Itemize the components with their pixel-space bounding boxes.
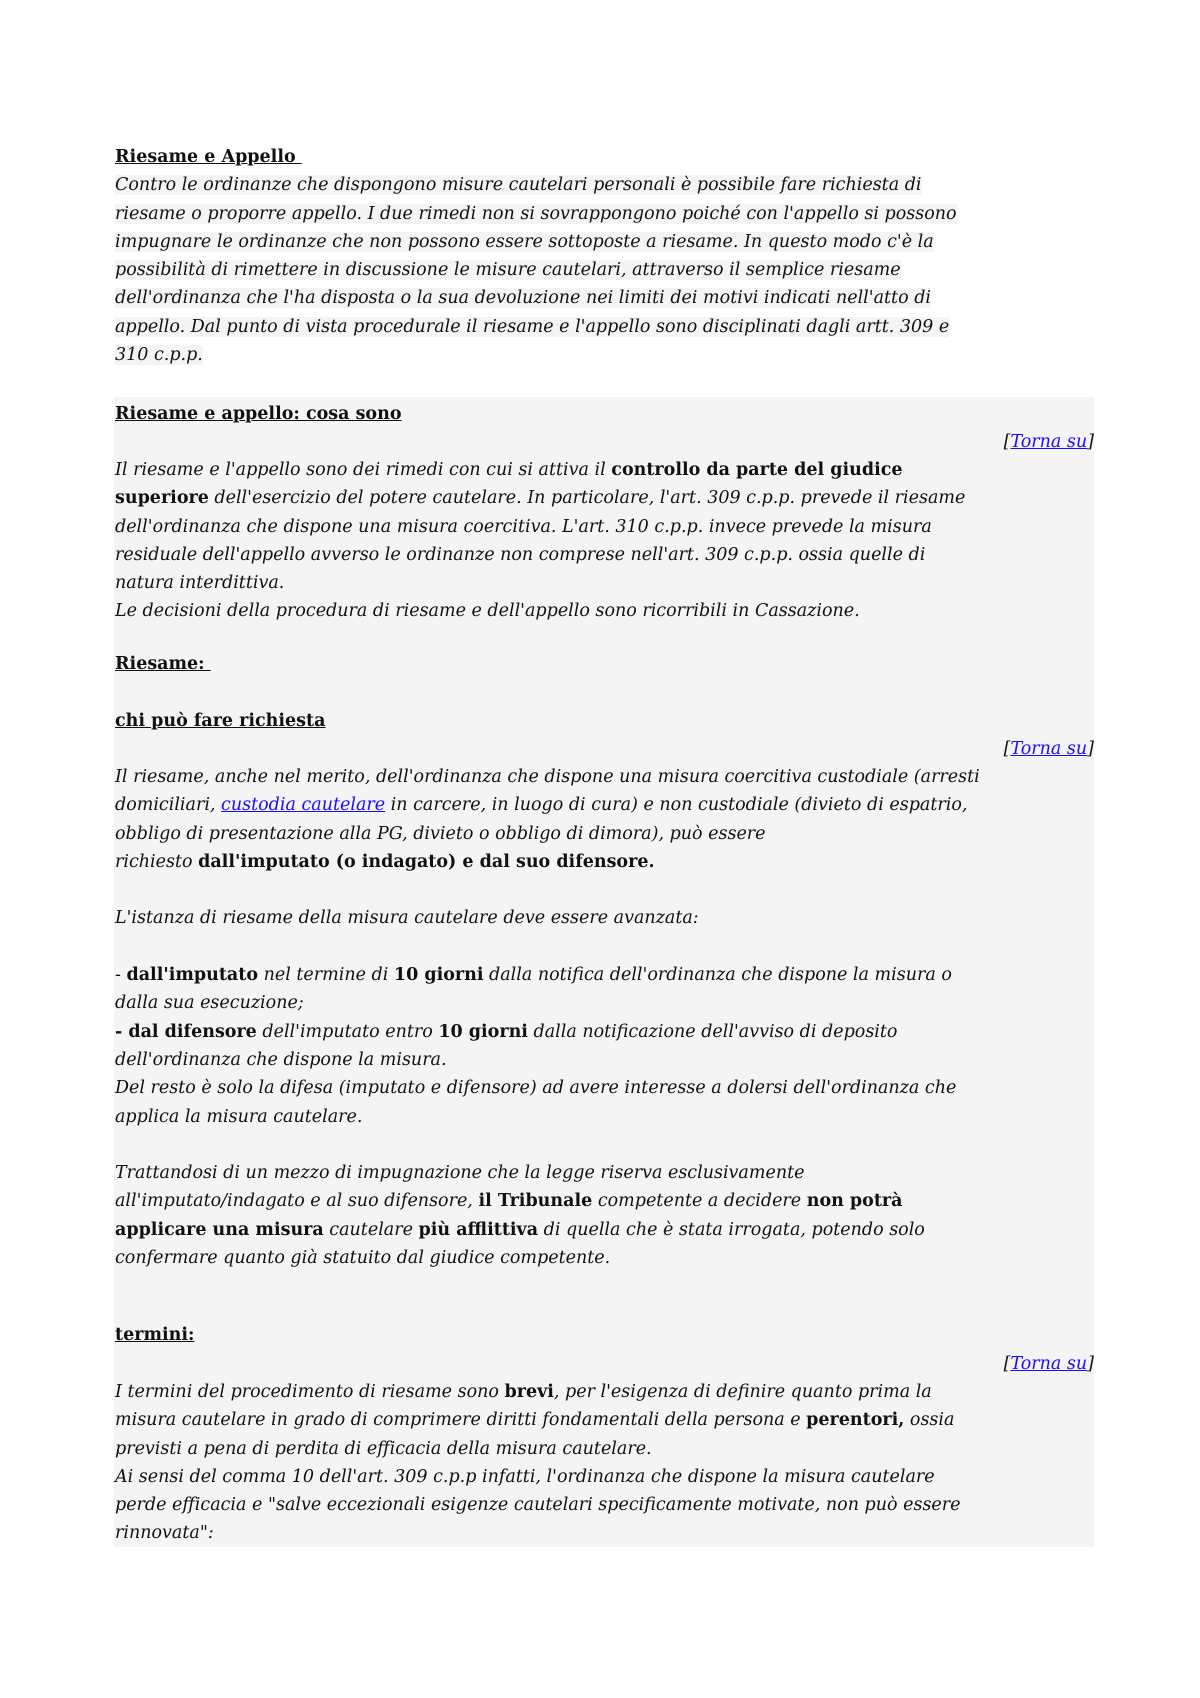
text-run: dell'ordinanza che l'ha disposta o la sua devoluzione nei limiti dei motivi indicati nell'atto di <box>115 288 931 309</box>
text-line <box>115 484 1095 512</box>
section-chi-puo <box>115 707 1095 735</box>
text-line <box>115 1378 1095 1406</box>
back-to-top-link[interactable]: [Torna su] <box>1003 1354 1094 1374</box>
torna-su-link[interactable]: Torna su <box>1010 1354 1088 1374</box>
text-line <box>115 1519 1095 1547</box>
text-line <box>115 848 1095 876</box>
text-line <box>115 989 1095 1017</box>
text-run: impugnare le ordinanze che non possono essere sottoposte a riesame. In questo modo c'è la <box>115 231 934 252</box>
text-run: dalla notifica dell'ordinanza che dispone la misura o <box>483 965 952 986</box>
text-line <box>115 569 1095 597</box>
text-run: Le decisioni della procedura di riesame e dell'appello sono ricorribili in Cassazione. <box>115 601 860 622</box>
text-run: applica la misura cautelare. <box>115 1106 363 1127</box>
text-line <box>115 876 1095 904</box>
text-run: riesame o proporre appello. I due rimedi non si sovrappongono poiché con l'appello si possono <box>115 203 957 224</box>
text-run: I termini del procedimento di riesame sono <box>115 1382 505 1402</box>
text-run: Trattandosi di un mezzo di impugnazione che la legge riserva esclusivamente <box>115 1163 805 1184</box>
section-heading: termini: <box>115 1325 195 1345</box>
torna-su-link[interactable]: Torna su <box>1010 432 1088 452</box>
text-run: domiciliari, <box>115 795 222 816</box>
text-line <box>115 904 1095 932</box>
text-run: Il riesame e l'appello sono dei rimedi con cui si attiva il <box>115 460 612 480</box>
text-run: Del resto è solo la difesa (imputato e difensore) ad avere interesse a dolersi dell'ordinanza che <box>115 1078 957 1099</box>
back-to-top-link[interactable]: [Torna su] <box>1003 432 1094 452</box>
text-line <box>115 1103 1095 1131</box>
text-run: dell'esercizio del potere cautelare. In particolare, l'art. 309 c.p.p. prevede il riesame <box>208 488 966 509</box>
bold-text: - dal difensore <box>115 1021 257 1042</box>
text-run: obbligo di presentazione alla PG, divieto o obbligo di dimora), può essere <box>115 823 766 844</box>
text-run: richiesto <box>115 851 199 872</box>
text-run: dell'ordinanza che dispone la misura. <box>115 1049 447 1070</box>
text-run: all'imputato/indagato e al suo difensore, <box>115 1191 479 1212</box>
bold-text: 10 giorni <box>438 1021 528 1042</box>
text-run: Ai sensi del comma 10 dell'art. 309 c.p.p infatti, l'ordinanza che dispone la misura cautelare <box>115 1466 935 1487</box>
text-run: dalla notificazione dell'avviso di deposito <box>527 1021 898 1042</box>
bold-text: brevi <box>504 1382 554 1402</box>
text-line <box>115 313 1095 341</box>
section-body <box>115 456 1095 626</box>
text-run: ossia <box>904 1410 955 1431</box>
text-line <box>115 1406 1095 1434</box>
text-line <box>115 1187 1095 1215</box>
inline-link[interactable]: custodia cautelare <box>221 795 386 816</box>
text-line <box>115 791 1095 819</box>
text-run: residuale dell'appello avverso le ordinanze non comprese nell'art. 309 c.p.p. ossia quelle di <box>115 544 926 565</box>
text-run: Contro le ordinanze che dispongono misure cautelari personali è possibile fare richiesta di <box>115 175 922 196</box>
bold-text: dall'imputato <box>126 965 259 986</box>
text-line <box>115 1018 1095 1046</box>
text-line <box>115 961 1095 989</box>
text-line <box>115 1463 1095 1491</box>
section-heading: Riesame e appello: cosa sono <box>115 404 402 424</box>
text-line <box>115 341 1095 369</box>
bold-text: più afflittiva <box>418 1219 539 1240</box>
text-run: di quella che è stata irrogata, potendo solo <box>538 1219 925 1240</box>
text-run: competente a decidere <box>592 1191 807 1212</box>
text-run: misura cautelare in grado di comprimere diritti fondamentali della persona e <box>115 1410 807 1431</box>
section-cosa-sono <box>115 400 1095 428</box>
bold-text: perentori, <box>806 1410 905 1431</box>
bold-text: applicare una misura <box>115 1219 324 1240</box>
text-line <box>115 228 1095 256</box>
text-line <box>115 200 1095 228</box>
text-line <box>115 763 1095 791</box>
text-line <box>115 1435 1095 1463</box>
text-run: , per l'esigenza di definire quanto prima la <box>553 1382 932 1402</box>
text-line <box>115 1244 1095 1272</box>
bold-text: il Tribunale <box>478 1191 593 1212</box>
bold-text: controllo da parte del giudice <box>611 460 903 480</box>
bold-text: dall'imputato (o indagato) e dal suo difensore. <box>198 851 655 872</box>
section-riesame-e-appello <box>115 143 1095 369</box>
section-body <box>115 763 1095 1272</box>
text-run: previsti a pena di perdita di efficacia della misura cautelare. <box>115 1438 652 1459</box>
text-run: natura interdittiva. <box>115 573 285 594</box>
section-body <box>115 1378 1095 1548</box>
section-termini <box>115 1321 1095 1349</box>
text-run: in carcere, in luogo di cura) e non custodiale (divieto di espatrio, <box>385 795 968 816</box>
text-run: dell'imputato entro <box>256 1021 439 1042</box>
text-run: dell'ordinanza che dispone una misura coercitiva. L'art. 310 c.p.p. invece prevede la misura <box>115 516 932 537</box>
section-heading: Riesame: <box>115 654 211 674</box>
text-run: cautelare <box>323 1219 419 1240</box>
text-run: confermare quanto già statuito dal giudice competente. <box>115 1248 611 1269</box>
text-run: 310 c.p.p. <box>115 345 203 366</box>
text-line <box>115 1046 1095 1074</box>
text-line <box>115 1131 1095 1159</box>
text-line <box>115 1216 1095 1244</box>
text-line <box>115 541 1095 569</box>
text-run: rinnovata": <box>115 1523 214 1544</box>
text-line <box>115 171 1095 199</box>
text-run: Il riesame, anche nel merito, dell'ordinanza che dispone una misura coercitiva custodiale (arresti <box>115 767 980 787</box>
section-riesame <box>115 650 1095 678</box>
bold-text: 10 giorni <box>393 965 484 986</box>
text-line <box>115 1491 1095 1519</box>
text-line <box>115 513 1095 541</box>
torna-su-link[interactable]: Torna su <box>1010 739 1088 759</box>
text-line <box>115 284 1095 312</box>
back-to-top-link[interactable]: [Torna su] <box>1003 739 1094 759</box>
text-run: dalla sua esecuzione; <box>115 993 304 1014</box>
text-run: nel termine di <box>258 965 394 986</box>
text-run: - <box>115 965 127 986</box>
section-body <box>115 171 1095 369</box>
text-line <box>115 256 1095 284</box>
text-run: possibilità di rimettere in discussione le misure cautelari, attraverso il semplice riesame <box>115 260 901 281</box>
text-line <box>115 933 1095 961</box>
text-run: perde efficacia e "salve eccezionali esigenze cautelari specificamente motivate, non può essere <box>115 1495 961 1516</box>
text-line <box>115 820 1095 848</box>
text-run: L'istanza di riesame della misura cautelare deve essere avanzata: <box>115 908 699 929</box>
text-line <box>115 1074 1095 1102</box>
bold-text: superiore <box>115 488 209 509</box>
text-line <box>115 456 1095 484</box>
section-subheading: chi può fare richiesta <box>115 711 326 731</box>
text-line <box>115 1159 1095 1187</box>
bold-text: non potrà <box>806 1191 903 1212</box>
section-heading: Riesame e Appello <box>115 147 302 167</box>
text-line <box>115 597 1095 625</box>
text-run: appello. Dal punto di vista procedurale il riesame e l'appello sono disciplinati dagli artt. 309 e <box>115 316 950 337</box>
